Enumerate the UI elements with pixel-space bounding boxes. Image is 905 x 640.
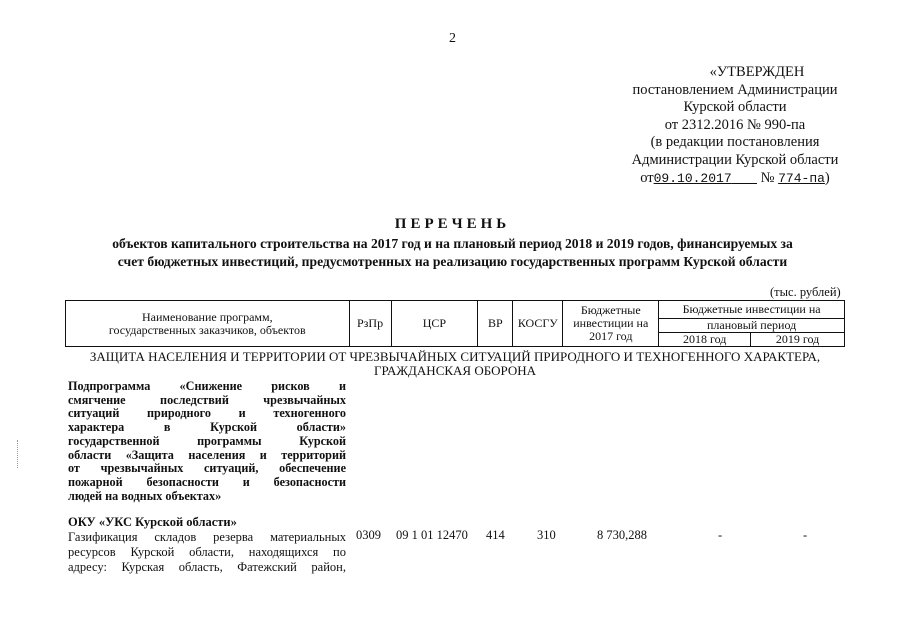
document-title: ПЕРЕЧЕНЬ xyxy=(394,216,511,232)
approval-date-prefix: от xyxy=(640,169,654,186)
subprogram-line: ситуаций природного и техногенного xyxy=(68,406,346,421)
approval-date: 09.10.2017 xyxy=(653,170,732,186)
units-note: (тыс. рублей) xyxy=(770,285,841,299)
object-name xyxy=(68,530,346,575)
header-plan-l2: плановый период xyxy=(659,319,845,333)
header-2019: 2019 год xyxy=(751,333,845,347)
approval-number-sign: № xyxy=(760,169,775,186)
header-plan-l1: Бюджетные инвестиции на xyxy=(659,301,845,319)
header-csr: ЦСР xyxy=(391,301,478,347)
cell-vr: 414 xyxy=(486,528,505,542)
approval-line-5: (в редакции постановления xyxy=(650,134,820,151)
scan-artifact xyxy=(17,440,20,468)
object-line: адресу: Курская область, Фатежский район, xyxy=(68,560,346,574)
header-rzpr: РзПр xyxy=(349,301,391,347)
object-line: ресурсов Курской области, находящихся по xyxy=(68,545,346,559)
subtitle-line-2: счет бюджетных инвестиций, предусмотренных на реализацию государственных программ Курской области xyxy=(117,254,788,269)
approval-line-1: «УТВЕРЖДЕН xyxy=(709,64,805,80)
subprogram-line: пожарной безопасности и безопасности xyxy=(68,474,346,489)
approval-line-3: Курской области xyxy=(683,99,787,116)
approval-line-2: постановлением Администрации xyxy=(632,81,838,98)
approval-close: ) xyxy=(824,169,830,186)
header-2018: 2018 год xyxy=(659,333,751,347)
cell-kosgu: 310 xyxy=(537,528,556,542)
subprogram-line: области «Защита населения и территорий xyxy=(68,447,346,462)
header-inv2017: Бюджетные инвестиции на 2017 год xyxy=(563,301,659,347)
header-kosgu: КОСГУ xyxy=(513,301,563,347)
subprogram-line: государственной программы Курской xyxy=(68,433,346,448)
cell-inv2019: - xyxy=(803,528,808,542)
page-number: 2 xyxy=(449,31,456,46)
subprogram-line: Подпрограмма «Снижение рисков и xyxy=(68,379,346,393)
subprogram-line: людей на водных объектах» xyxy=(68,488,222,503)
approval-line-6: Администрации Курской области xyxy=(631,151,839,168)
subprogram-line: смягчение последствий чрезвычайных xyxy=(68,392,346,407)
state-customer: ОКУ «УКС Курской области» xyxy=(68,515,237,529)
cell-inv2018: - xyxy=(718,528,723,542)
section-heading: ЗАЩИТА НАСЕЛЕНИЯ И ТЕРРИТОРИИ ОТ ЧРЕЗВЫЧАЙНЫХ СИТУАЦИЙ ПРИРОДНОГО И ТЕХНОГЕННОГО ХАРАКТЕРА, ГРАЖДАНСКАЯ ОБОРОНА xyxy=(89,349,821,378)
approval-stamp xyxy=(600,64,870,187)
subtitle-line-1: объектов капитального строительства на 2017 год и на плановый период 2018 и 2019 годов, финансируемых за xyxy=(112,236,793,251)
cell-csr: 09 1 01 12470 xyxy=(396,528,468,542)
approval-line-7 xyxy=(600,170,870,188)
subprogram-line: характера в Курской области» xyxy=(68,420,346,435)
header-name: Наименование программ, государственных заказчиков, объектов xyxy=(66,301,350,347)
header-vr: ВР xyxy=(478,301,513,347)
cell-rzpr: 0309 xyxy=(356,528,381,542)
approval-line-4: от 2312.2016 № 990-па xyxy=(664,116,806,133)
approval-number: 774-па xyxy=(778,170,825,186)
subprogram-line: от чрезвычайных ситуаций, обеспечение xyxy=(68,461,346,476)
object-line: Газификация складов резерва материальных xyxy=(68,530,346,544)
cell-inv2017: 8 730,288 xyxy=(597,528,647,542)
document-subtitle xyxy=(30,235,875,271)
table-header xyxy=(65,300,845,347)
subprogram-name xyxy=(68,380,346,503)
